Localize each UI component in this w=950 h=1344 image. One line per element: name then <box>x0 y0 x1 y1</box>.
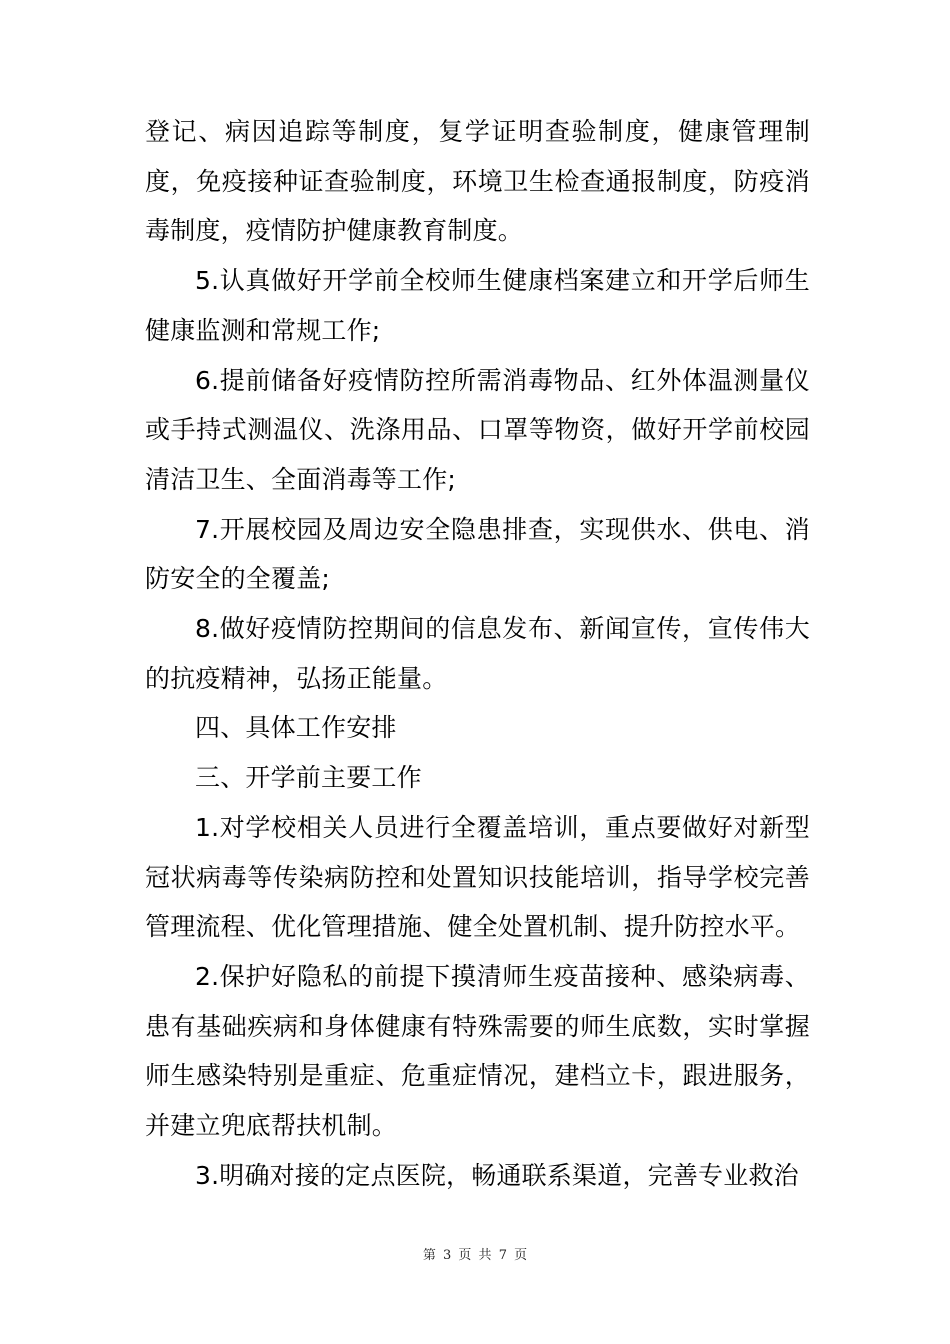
paragraph-item-3: 3.明确对接的定点医院，畅通联系渠道，完善专业救治 <box>195 1160 799 1190</box>
paragraph-item-5: 5.认真做好开学前全校师生健康档案建立和开学后师生健康监测和常规工作; <box>145 266 810 345</box>
section-heading-4: 四、具体工作安排 <box>195 713 397 743</box>
paragraph-item-6: 6.提前储备好疫情防控所需消毒物品、红外体温测量仪或手持式测温仪、洗涤用品、口罩等物资，做好开学前校园清洁卫生、全面消毒等工作; <box>145 365 810 494</box>
paragraph-item-8: 8.做好疫情防控期间的信息发布、新闻宣传，宣传伟大的抗疫精神，弘扬正能量。 <box>145 614 810 693</box>
page-number-footer: 第 3 页 共 7 页 <box>422 1248 528 1263</box>
document-body <box>145 107 810 1200</box>
paragraph-item-2: 2.保护好隐私的前提下摸清师生疫苗接种、感染病毒、患有基础疾病和身体健康有特殊需要的师生底数，实时掌握师生感染特别是重症、危重症情况，建档立卡，跟进服务，并建立兜底帮扶机制。 <box>145 961 810 1141</box>
paragraph-item-1: 1.对学校相关人员进行全覆盖培训，重点要做好对新型冠状病毒等传染病防控和处置知识技能培训，指导学校完善管理流程、优化管理措施、健全处置机制、提升防控水平。 <box>145 812 810 942</box>
paragraph-item-7: 7.开展校园及周边安全隐患排查，实现供水、供电、消防安全的全覆盖; <box>145 514 810 594</box>
section-heading-3: 三、开学前主要工作 <box>195 763 422 793</box>
paragraph-registration-systems: 登记、病因追踪等制度，复学证明查验制度，健康管理制度，免疫接种证查验制度，环境卫生检查通报制度，防疫消毒制度，疫情防护健康教育制度。 <box>145 117 810 246</box>
